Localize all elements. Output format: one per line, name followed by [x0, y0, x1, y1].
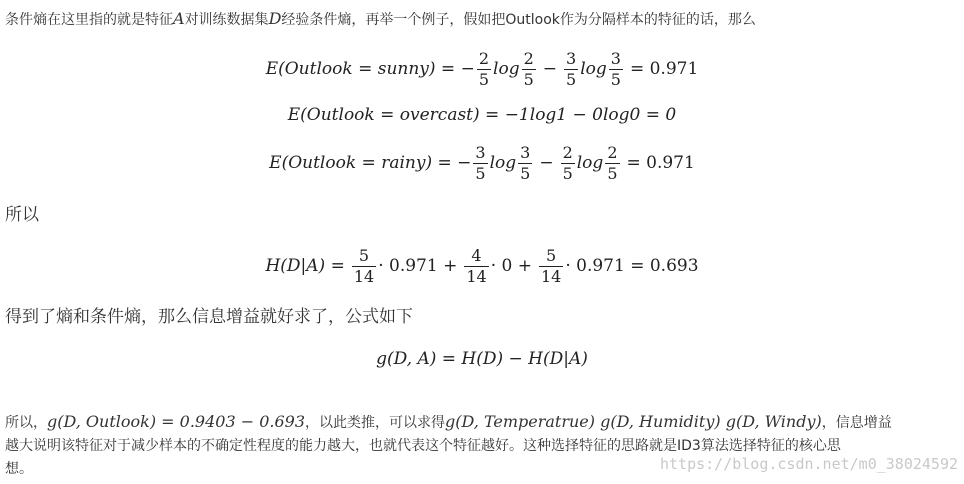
variable-a: A [173, 9, 185, 28]
log-text: log [580, 59, 607, 79]
conclusion-math-1: g(D, Outlook) = 0.9403 − 0.693 [47, 412, 306, 431]
conclusion-line-1 [5, 411, 892, 434]
fraction [522, 50, 536, 89]
fraction [518, 144, 532, 183]
denominator: 5 [607, 163, 618, 183]
denominator: 5 [610, 69, 621, 89]
log-text: log [576, 153, 604, 173]
eq-h-term3: · 0.971 = 0.693 [565, 256, 699, 276]
numerator: 3 [566, 48, 577, 68]
fraction [564, 50, 578, 89]
intro-text-2: 对训练数据集 [184, 12, 269, 28]
fraction [477, 50, 491, 89]
equation-overcast [0, 102, 964, 128]
denominator: 14 [353, 266, 375, 286]
denominator: 5 [520, 163, 531, 183]
equation-information-gain [0, 346, 964, 372]
numerator: 5 [358, 245, 370, 265]
numerator: 2 [523, 48, 534, 68]
conclusion-line-2: 越大说明该特征对于减少样本的不确定性程度的能力越大，也就代表这个特征越好。这种选择特征的思路就是ID3算法选择特征的核心思 [5, 438, 841, 454]
eq-h-lhs: H(D|A) = [265, 256, 345, 276]
denominator: 5 [478, 69, 490, 89]
denominator: 5 [523, 69, 534, 89]
conclusion-text-2: ，以此类推，可以求得 [305, 415, 446, 431]
fraction [352, 247, 376, 286]
numerator: 2 [478, 48, 490, 68]
denominator: 5 [475, 163, 486, 183]
minus-sign: − [542, 59, 558, 79]
suoyi-text: 所以 [5, 205, 39, 225]
conclusion-line-3: 想。 [5, 461, 33, 477]
eq-sunny-result: = 0.971 [629, 59, 699, 79]
equation-sunny [0, 46, 964, 92]
eq-rainy-result: = 0.971 [626, 153, 695, 173]
minus-sign: − [539, 153, 554, 173]
numerator: 3 [520, 142, 531, 162]
fraction [539, 247, 563, 286]
denominator: 14 [540, 266, 562, 286]
equation-rainy [0, 140, 964, 186]
fraction [464, 247, 488, 286]
fraction [561, 144, 575, 183]
eq-sunny-lhs: E(Outlook = sunny) = − [265, 59, 475, 79]
log-text: log [493, 59, 520, 79]
fraction [473, 144, 487, 183]
intro-paragraph [5, 8, 756, 31]
numerator: 4 [471, 245, 482, 265]
variable-d: D [268, 9, 282, 28]
denominator: 5 [562, 163, 573, 183]
eq-overcast-text: E(Outlook = overcast) = −1log1 − 0log0 = 0 [287, 105, 677, 125]
watermark: https://blog.csdn.net/m0_38024592 [659, 455, 958, 473]
eq-h-term2: · 0 + [490, 256, 532, 276]
conclusion-text-3: ，信息增益 [821, 415, 892, 431]
numerator: 2 [562, 142, 573, 162]
conclusion-math-2: g(D, Temperatrue) g(D, Humidity) g(D, Windy) [445, 412, 822, 431]
eq-h-term1: · 0.971 + [378, 256, 458, 276]
numerator: 3 [475, 142, 486, 162]
intro-text-3: 经验条件熵，再举一个例子，假如把Outlook作为分隔样本的特征的话，那么 [281, 12, 756, 28]
conclusion-text-1: 所以， [5, 415, 47, 431]
fraction [605, 144, 619, 183]
numerator: 3 [610, 48, 621, 68]
eq-gain-text: g(D, A) = H(D) − H(D|A) [376, 349, 588, 369]
gain-intro-text: 得到了熵和条件熵，那么信息增益就好求了，公式如下 [5, 307, 413, 327]
equation-conditional-entropy [0, 243, 964, 289]
denominator: 5 [566, 69, 577, 89]
eq-rainy-lhs: E(Outlook = rainy) = − [269, 153, 472, 173]
log-text: log [489, 153, 517, 173]
denominator: 14 [466, 266, 487, 286]
fraction [609, 50, 623, 89]
numerator: 5 [546, 245, 557, 265]
numerator: 2 [607, 142, 618, 162]
intro-text-1: 条件熵在这里指的就是特征 [5, 12, 173, 28]
